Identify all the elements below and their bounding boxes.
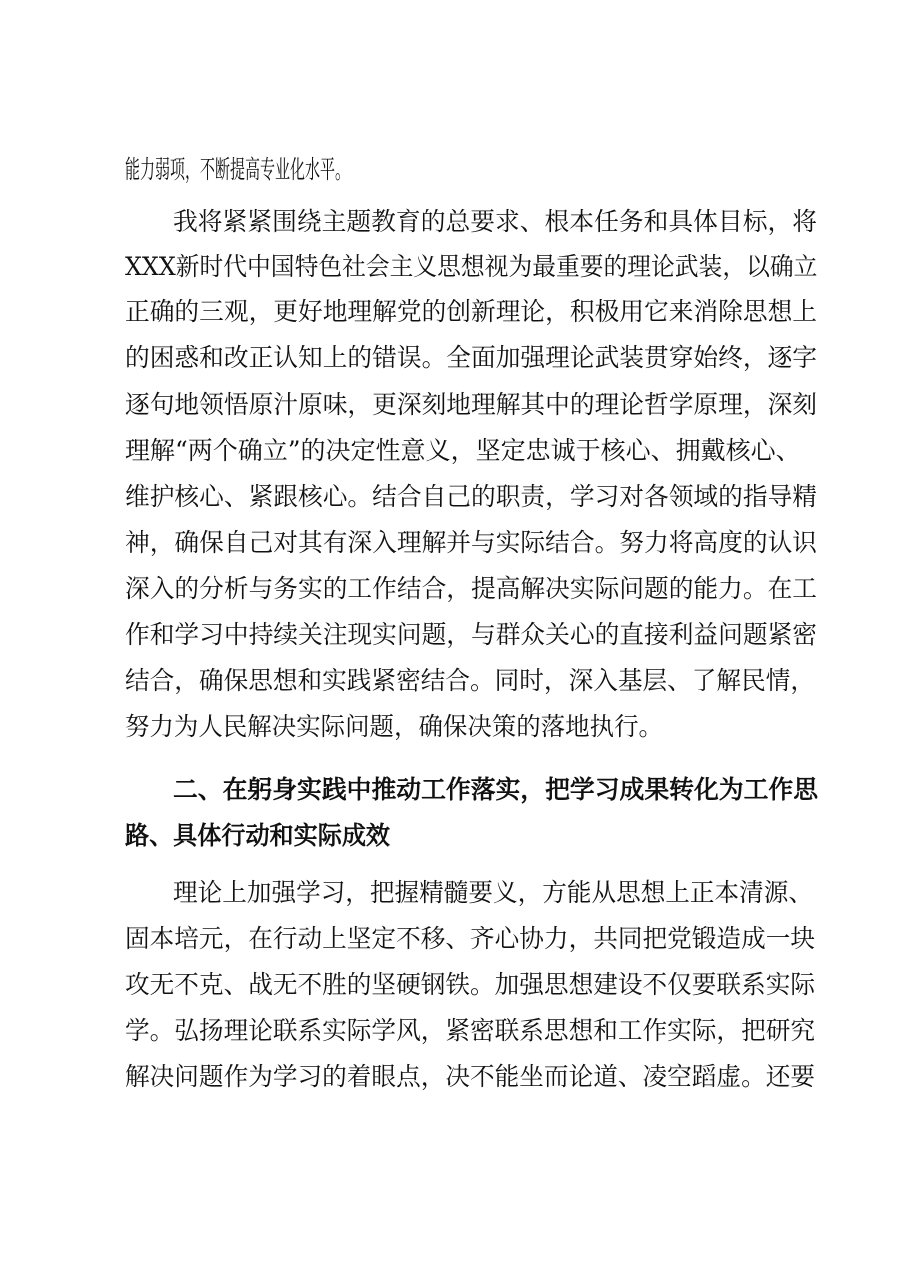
text-line <box>173 207 817 237</box>
text-line <box>125 574 817 604</box>
text-line <box>125 252 817 282</box>
text-line <box>125 482 817 512</box>
text-line-content: 逐句地领悟原汁原味，更深刻地理解其中的理论哲学原理，深刻 <box>125 390 818 419</box>
text-line <box>125 712 663 742</box>
text-line <box>125 924 815 954</box>
text-line <box>125 1016 815 1046</box>
section-heading-content: 路、具体行动和实际成效 <box>125 821 391 850</box>
text-line-content: 维护核心、紧跟核心。结合自己的职责，学习对各领域的指导精 <box>125 482 818 511</box>
text-line-content: 神，确保自己对其有深入理解并与实际结合。努力将高度的认识 <box>125 528 818 557</box>
text-line <box>125 666 815 696</box>
text-line <box>125 343 817 373</box>
text-line-content: 解决问题作为学习的着眼点，决不能坐而论道、凌空蹈虚。还要 <box>125 1062 816 1091</box>
text-line-content: 能力弱项，不断提高专业化水平。 <box>125 155 351 184</box>
section-heading-content: 二、在躬身实践中推动工作落实，把学习成果转化为工作思 <box>173 775 819 804</box>
text-line-content: 学。弘扬理论联系实际学风，紧密联系思想和工作实际，把研究 <box>125 1016 816 1045</box>
text-line <box>125 390 817 420</box>
text-line <box>125 970 815 1000</box>
text-line <box>125 436 817 466</box>
text-line-content: 作和学习中持续关注现实问题，与群众关心的直接利益问题紧密 <box>125 620 818 649</box>
text-line-content: 结合，确保思想和实践紧密结合。同时，深入基层、了解民情， <box>125 666 816 695</box>
text-line-content: 理解“两个确立”的决定性意义，坚定忠诚于核心、拥戴核心、 <box>125 436 801 465</box>
text-line-content: 固本培元，在行动上坚定不移、齐心协力，共同把党锻造成一块 <box>125 924 816 953</box>
text-line <box>125 155 350 185</box>
text-line <box>125 1062 815 1092</box>
text-line-content: XXX新时代中国特色社会主义思想视为最重要的理论武装，以确立 <box>125 252 818 281</box>
text-line-content: 的困惑和改正认知上的错误。全面加强理论武装贯穿始终，逐字 <box>125 343 818 372</box>
section-heading-line <box>173 775 818 805</box>
text-line <box>125 297 817 327</box>
text-line-content: 正确的三观，更好地理解党的创新理论，积极用它来消除思想上 <box>125 297 818 326</box>
text-line <box>173 878 813 908</box>
text-line-content: 我将紧紧围绕主题教育的总要求、根本任务和具体目标，将 <box>173 207 818 236</box>
text-line-content: 理论上加强学习，把握精髓要义，方能从思想上正本清源、 <box>173 878 814 907</box>
text-line-content: 努力为人民解决实际问题，确保决策的落地执行。 <box>125 712 664 741</box>
text-line <box>125 620 817 650</box>
text-line-content: 攻无不克、战无不胜的坚硬钢铁。加强思想建设不仅要联系实际 <box>125 970 816 999</box>
section-heading-line <box>125 821 390 851</box>
text-line-content: 深入的分析与务实的工作结合，提高解决实际问题的能力。在工 <box>125 574 818 603</box>
text-line <box>125 528 817 558</box>
